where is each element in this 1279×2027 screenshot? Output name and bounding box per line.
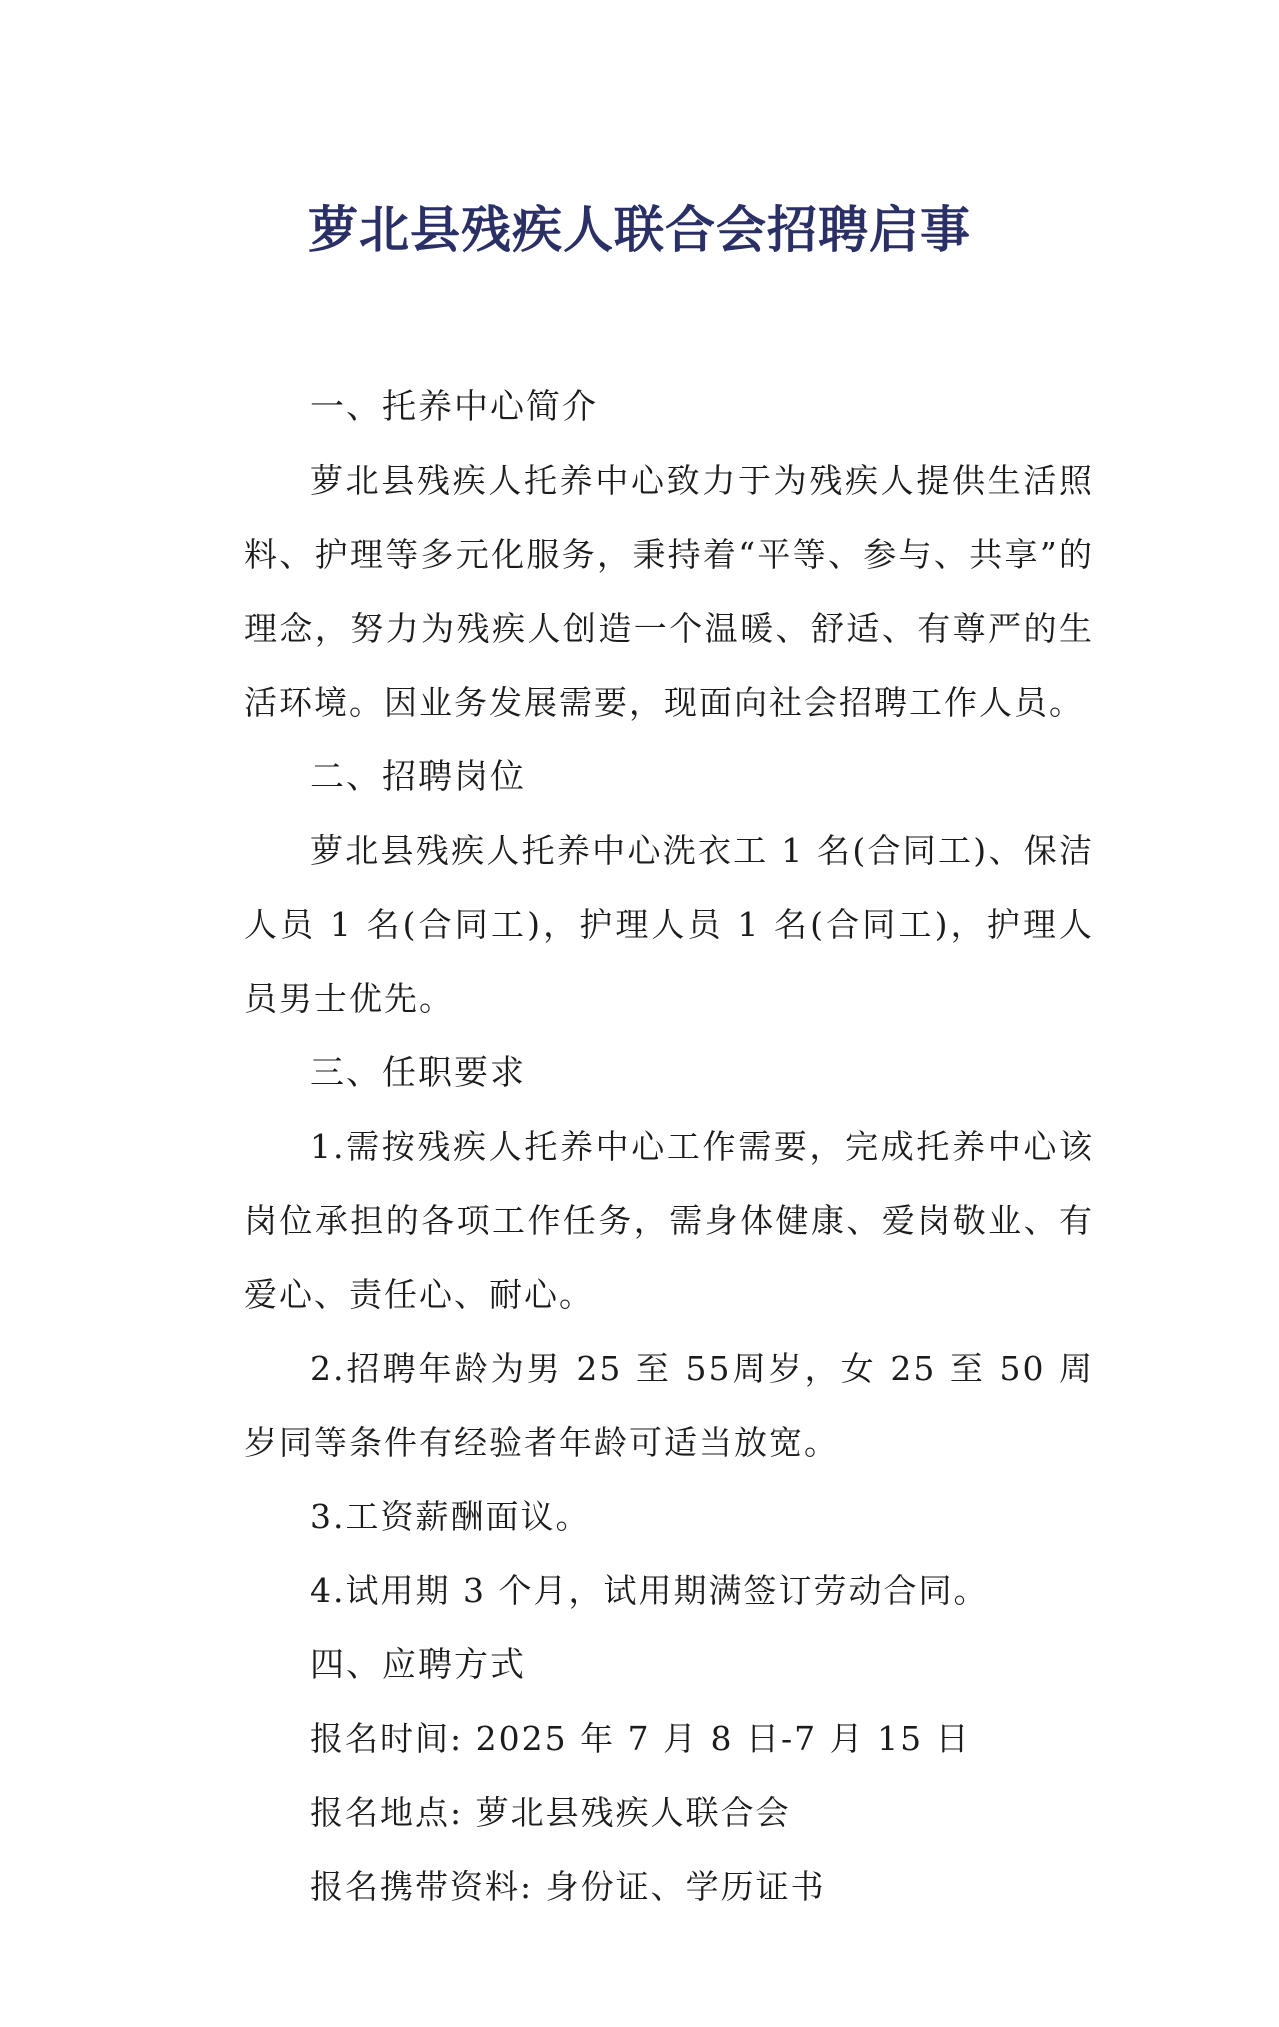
- section-heading-intro: 一、托养中心简介: [310, 387, 598, 427]
- application-place: 报名地点: 萝北县残疾人联合会: [310, 1793, 791, 1832]
- requirement-4: 4.试用期 3 个月，试用期满签订劳动合同。: [310, 1571, 989, 1610]
- application-time: 报名时间: 2025 年 7 月 8 日-7 月 15 日: [310, 1719, 971, 1758]
- document-title: 萝北县残疾人联合会招聘启事: [308, 200, 971, 259]
- document-body: [244, 370, 1094, 1924]
- section-heading-positions: 二、招聘岗位: [310, 757, 526, 797]
- requirement-2: 2.招聘年龄为男 25 至 55周岁，女 25 至 50 周岁同等条件有经验者年龄可适当放宽。: [244, 1349, 1094, 1462]
- section-heading-requirements: 三、任职要求: [310, 1053, 526, 1093]
- positions-paragraph: 萝北县残疾人托养中心洗衣工 1 名(合同工)、保洁人员 1 名(合同工)，护理人员 1 名(合同工)，护理人员男士优先。: [244, 831, 1094, 1018]
- application-materials: 报名携带资料: 身份证、学历证书: [310, 1867, 826, 1906]
- intro-paragraph: 萝北县残疾人托养中心致力于为残疾人提供生活照料、护理等多元化服务，秉持着“平等、参与、共享”的理念，努力为残疾人创造一个温暖、舒适、有尊严的生活环境。因业务发展需要，现面向社会招聘工作人员。: [244, 461, 1094, 722]
- requirement-3: 3.工资薪酬面议。: [310, 1497, 591, 1536]
- section-heading-application: 四、应聘方式: [310, 1645, 526, 1685]
- requirement-1: 1.需按残疾人托养中心工作需要，完成托养中心该岗位承担的各项工作任务，需身体健康、爱岗敬业、有爱心、责任心、耐心。: [244, 1127, 1094, 1314]
